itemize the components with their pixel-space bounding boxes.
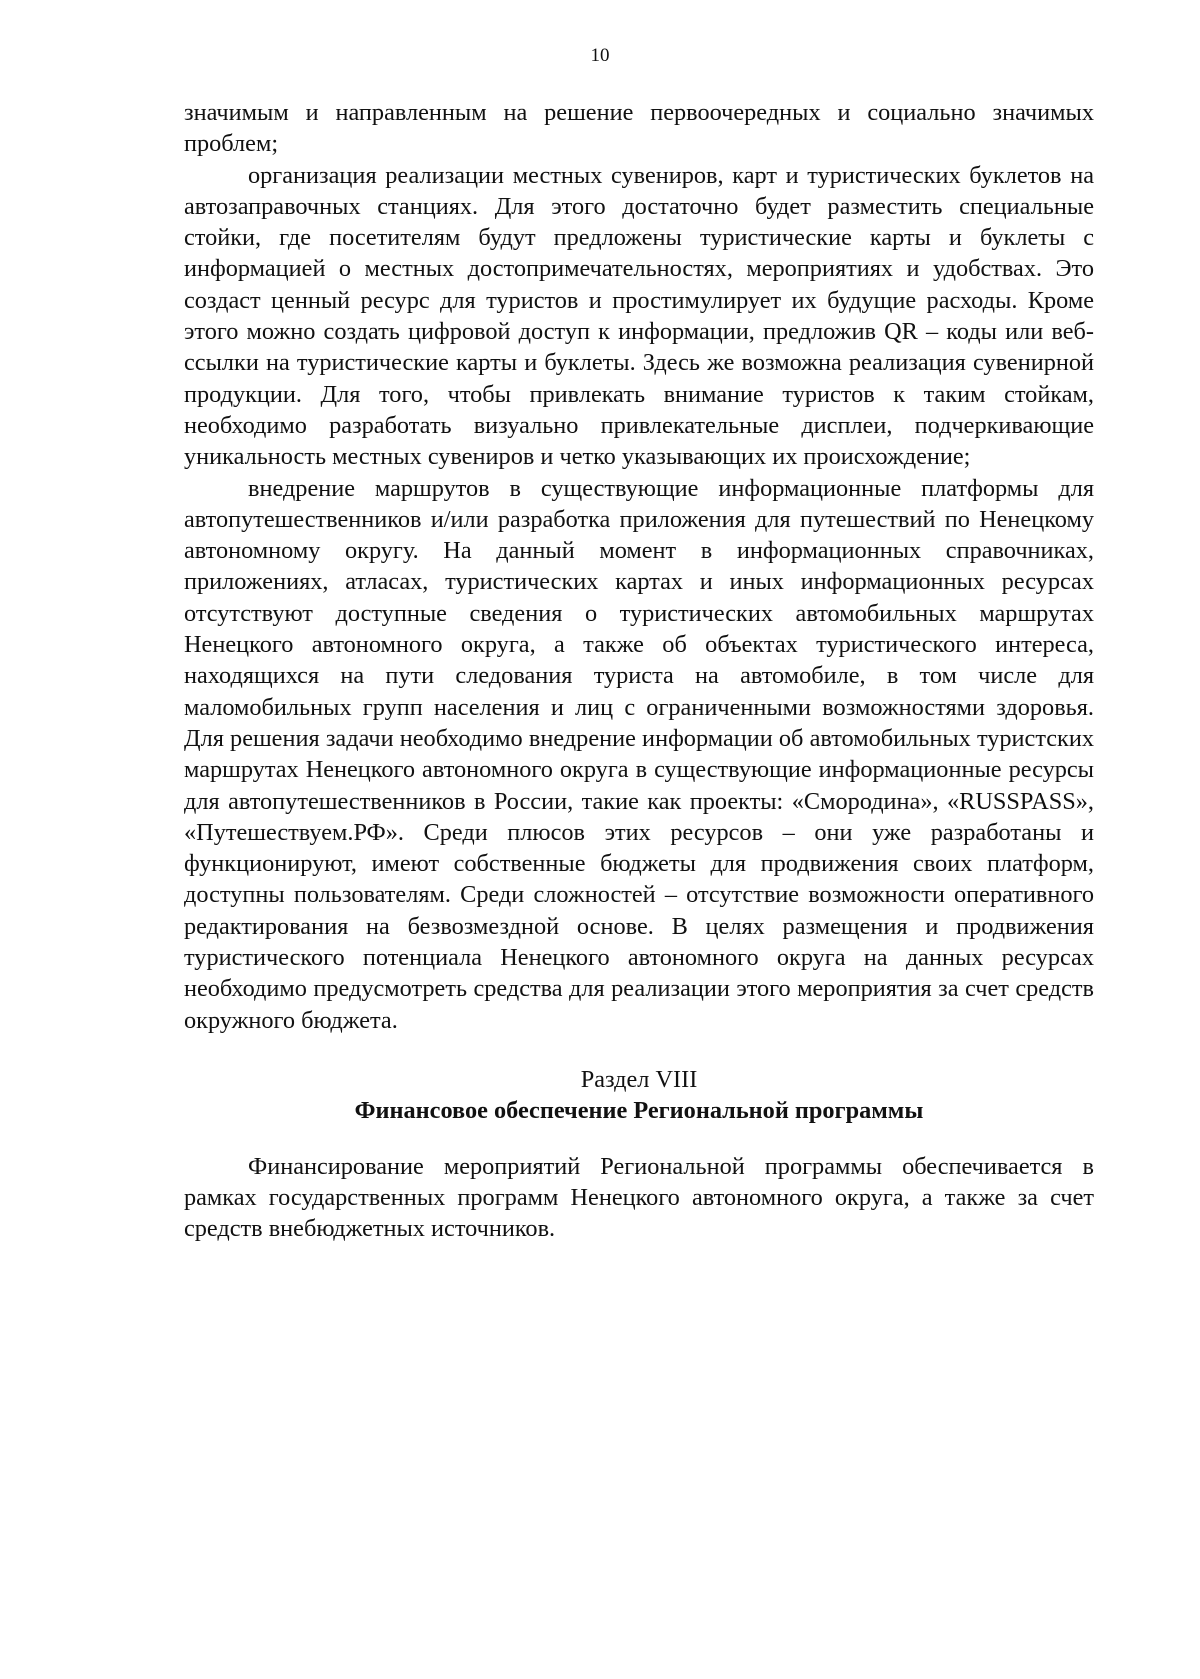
section-number: Раздел VIII xyxy=(580,1065,698,1093)
document-body xyxy=(184,97,1094,1244)
page-number: 10 xyxy=(590,45,610,66)
paragraph-routes: внедрение маршрутов в существующие информационные платформы для автопутешественников и/или разработка приложения для путешествий по Ненецкому автономному округу. На данный момент в информационных справочниках, приложениях, атласах, туристических картах и иных информационных ресурсах отсутствуют доступные сведения о туристических автомобильных маршрутах Ненецкого автономного округа, а также об объектах туристического интереса, находящихся на пути следования туриста на автомобиле, в том числе для маломобильных групп населения и лиц с ограниченными возможностями здоровья. Для решения задачи необходимо внедрение информации об автомобильных туристских маршрутах Ненецкого автономного округа в существующие информационные ресурсы для автопутешественников в России, такие как проекты: «Смородина», «RUSSPASS», «Путешествуем.РФ». Среди плюсов этих ресурсов – они уже разработаны и функционируют, имеют собственные бюджеты для продвижения своих платформ, доступны пользователям. Среди сложностей – отсутствие возможности оперативного редактирования на безвозмездной основе. В целях размещения и продвижения туристического потенциала Ненецкого автономного округа на данных ресурсах необходимо предусмотреть средства для реализации этого мероприятия за счет средств окружного бюджета. xyxy=(184,474,1094,1034)
paragraph-continuation: значимым и направленным на решение первоочередных и социально значимых проблем; xyxy=(184,99,1094,158)
paragraph-souvenirs: организация реализации местных сувениров, карт и туристических буклетов на автозаправочных станциях. Для этого достаточно будет разместить специальные стойки, где посетителям будут предложены туристические карты и буклеты с информацией о местных достопримечательностях, мероприятиях и удобствах. Это создаст ценный ресурс для туристов и простимулирует их будущие расходы. Кроме этого можно создать цифровой доступ к информации, предложив QR – коды или веб-ссылки на туристические карты и буклеты. Здесь же возможна реализация сувенирной продукции. Для того, чтобы привлекать внимание туристов к таким стойкам, необходимо разработать визуально привлекательные дисплеи, подчеркивающие уникальность местных сувениров и четко указывающих их происхождение; xyxy=(184,161,1094,471)
paragraph-financing: Финансирование мероприятий Региональной программы обеспечивается в рамках государственных программ Ненецкого автономного округа, а также за счет средств внебюджетных источников. xyxy=(184,1152,1094,1243)
section-heading xyxy=(184,1064,1094,1127)
section-title: Финансовое обеспечение Региональной программы xyxy=(354,1097,924,1125)
